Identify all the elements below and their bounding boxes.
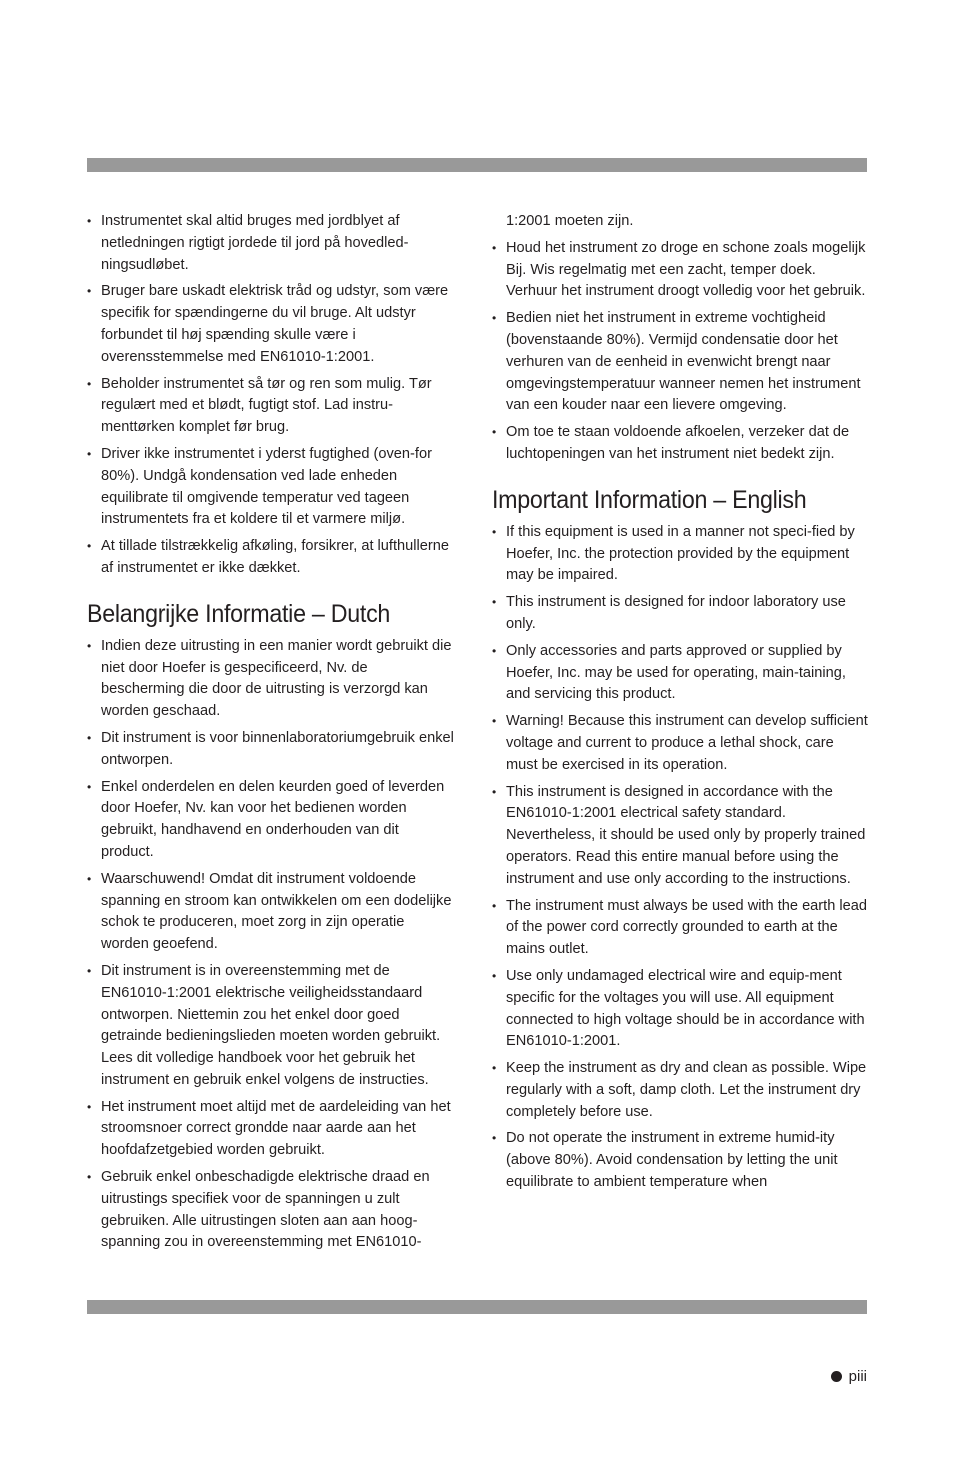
page-footer	[831, 1368, 867, 1385]
list-item: • Om toe te staan voldoende afkoelen, verzeker dat de luchtopeningen van het instrument niet bedekt zijn.	[492, 422, 868, 466]
list-item: • Dit instrument is voor binnenlaboratoriumgebruik enkel ontworpen.	[87, 728, 455, 772]
left-column	[87, 211, 455, 1259]
header-rule	[87, 158, 867, 172]
bullet-icon	[831, 1371, 842, 1382]
list-item: • Het instrument moet altijd met de aardeleiding van het stroomsnoer correct grondde naar aarde aan het hoofdafzetgebied worden gebruikt.	[87, 1097, 455, 1162]
footer-rule	[87, 1300, 867, 1314]
list-item: • At tillade tilstrækkelig afkøling, forsikrer, at lufthullerne af instrumentet er ikke dækket.	[87, 536, 455, 580]
list-item: • If this equipment is used in a manner not speci-fied by Hoefer, Inc. the protection provided by the equipment may be impaired.	[492, 522, 868, 587]
list-item: • Instrumentet skal altid bruges med jordblyet af netledningen rigtigt jordede til jord på hovedled-ningsudløbet.	[87, 211, 455, 276]
list-item: • The instrument must always be used with the earth lead of the power cord correctly grounded to earth at the mains outlet.	[492, 896, 868, 961]
list-item: • Bruger bare uskadt elektrisk tråd og udstyr, som være specifik for spændingerne du vil bruge. Alt udstyr forbundet til høj spænding skulle være i overensstemmelse med EN61010-1:2001.	[87, 281, 455, 368]
dutch-list	[87, 636, 455, 1255]
english-heading: Important Information – English	[492, 485, 807, 514]
danish-list	[87, 211, 455, 580]
list-item: • Beholder instrumentet så tør og ren som mulig. Tør regulært med et blødt, fugtigt stof. Lad instru-menttørken komplet før brug.	[87, 374, 455, 439]
list-item: • Bedien niet het instrument in extreme vochtigheid (bovenstaande 80%). Vermijd condensatie door het verhuren van de eenheid in evenwicht brengt naar omgevingstemperatuur wanneer nemen het instrument van een kouder naar een lievere omgeving.	[492, 308, 868, 417]
list-item: • Do not operate the instrument in extreme humid-ity (above 80%). Avoid condensation by letting the unit equilibrate to ambient temperature when	[492, 1128, 868, 1193]
list-item: • Gebruik enkel onbeschadigde elektrische draad en uitrustings specifiek voor de spanningen u zult gebruiken. Alle uitrustingen sloten aan aan hoog-spanning zou in overeenstemming met EN61010-	[87, 1167, 455, 1254]
list-item-continuation: 1:2001 moeten zijn.	[506, 213, 634, 229]
english-list	[492, 522, 868, 1194]
list-item: • Warning! Because this instrument can develop sufficient voltage and current to produce a lethal shock, care must be exercised in its operation.	[492, 711, 868, 776]
dutch-heading: Belangrijke Informatie – Dutch	[87, 599, 391, 628]
list-item: • Driver ikke instrumentet i yderst fugtighed (oven-for 80%). Undgå kondensation ved lade enheden equilibrate til omgivende temperatur ved tageen instrumentets fra et koldere til et varmere miljø.	[87, 444, 455, 531]
list-item: • Keep the instrument as dry and clean as possible. Wipe regularly with a soft, damp cloth. Let the instrument dry completely before use.	[492, 1058, 868, 1123]
list-item: • Waarschuwend! Omdat dit instrument voldoende spanning en stroom kan ontwikkelen om een dodelijke schok te produceren, moet zorg in zijn operatie worden geoefend.	[87, 869, 455, 956]
list-item: • Use only undamaged electrical wire and equip-ment specific for the voltages you will use. All equipment connected to high voltage should be in accordance with EN61010-1:2001.	[492, 966, 868, 1053]
list-item: • Indien deze uitrusting in een manier wordt gebruikt die niet door Hoefer is gespecificeerd, Nv. de bescherming die door de uitrusting is verzorgd kan worden geschaad.	[87, 636, 455, 723]
list-item: • Houd het instrument zo droge en schone zoals mogelijk Bij. Wis regelmatig met een zacht, temper doek. Verhuur het instrument droogt volledig voor het gebruik.	[492, 238, 868, 303]
list-item: • This instrument is designed for indoor laboratory use only.	[492, 592, 868, 636]
list-item: • This instrument is designed in accordance with the EN61010-1:2001 electrical safety standard. Nevertheless, it should be used only by properly trained operators. Read this entire manual before using the instrument and use only according to the instructions.	[492, 782, 868, 891]
dutch-list-continued	[492, 211, 868, 466]
list-item: • Enkel onderdelen en delen keurden goed of leverden door Hoefer, Nv. kan voor het bedienen worden gebruikt, handhavend en onderhouden van dit product.	[87, 777, 455, 864]
list-item: • Only accessories and parts approved or supplied by Hoefer, Inc. may be used for operating, main-taining, and servicing this product.	[492, 641, 868, 706]
page-number: piii	[848, 1368, 867, 1385]
list-item: • Dit instrument is in overeenstemming met de EN61010-1:2001 elektrische veiligheidsstandaard ontworpen. Niettemin zou het enkel door goed getrainde bedieningslieden moeten worden gebruikt. Lees dit volledige handboek voor het gebruik het instrument en gebruik enkel volgens de instructies.	[87, 961, 455, 1092]
right-column	[492, 211, 868, 1199]
